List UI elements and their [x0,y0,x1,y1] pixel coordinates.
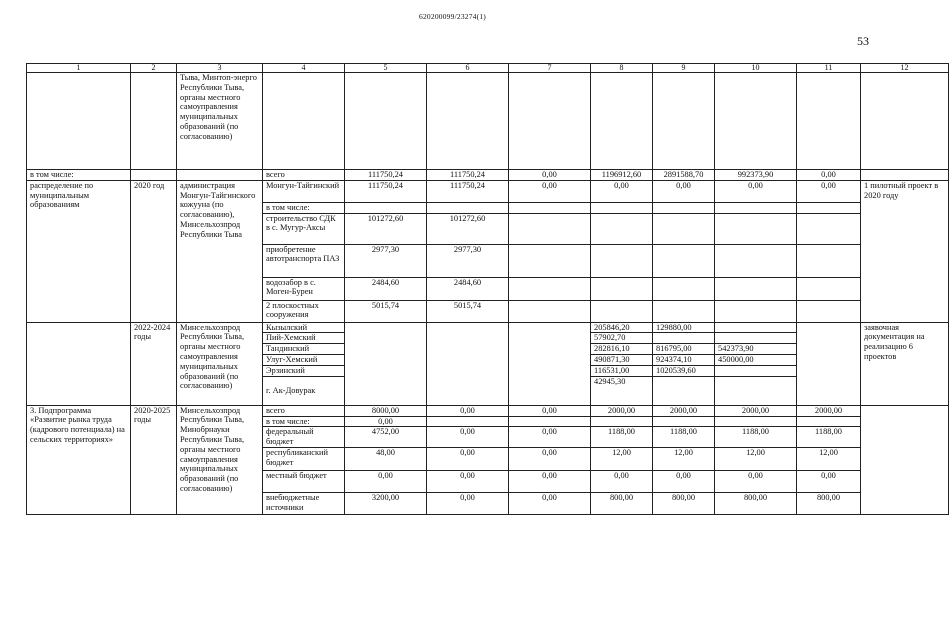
table-cell: 0,00 [715,471,797,493]
table-cell: 101272,60 [427,213,509,244]
header-cell: 8 [591,64,653,73]
table-cell: 0,00 [427,471,509,493]
table-cell [715,333,797,344]
table-cell: Кызылский [263,322,345,333]
table-cell: распределение по муниципальным образованиям [27,180,131,322]
table-cell [653,277,715,300]
table-row [27,322,949,333]
table-cell: водозабор в с. Моген-Бурен [263,277,345,300]
table-cell [591,213,653,244]
table-cell [509,73,591,170]
table-cell [861,170,949,181]
table-cell [263,73,345,170]
table-cell [653,300,715,322]
header-cell: 4 [263,64,345,73]
page-number: 53 [857,34,869,48]
table-cell: 0,00 [715,180,797,202]
table-cell: 800,00 [591,493,653,515]
table-cell: 57902,70 [591,333,653,344]
table-cell [797,213,861,244]
table-cell: 2020 год [131,180,177,322]
header-cell: 2 [131,64,177,73]
table-cell: Минсельхозпрод Республики Тыва, органы местного самоуправления муниципальных образований (по согласованию) [177,322,263,405]
table-cell: 0,00 [509,471,591,493]
table-cell: 5015,74 [427,300,509,322]
table-cell: 3. Подпрограмма «Развитие рынка труда (кадрового потенциала) на сельских территориях» [27,405,131,515]
header-cell: 10 [715,64,797,73]
table-cell: заявочная документация на реализацию 6 проектов [861,322,949,405]
table-cell: в том числе: [263,202,345,213]
table-cell: 4752,00 [345,427,427,448]
table-cell: всего [263,405,345,416]
table-cell: Улуг-Хемский [263,354,345,365]
table-cell: 111750,24 [345,180,427,202]
table-cell: 0,00 [509,170,591,181]
table-cell: 12,00 [715,448,797,471]
table-cell [715,73,797,170]
table-cell [715,202,797,213]
table-cell: в том числе: [263,416,345,427]
table-cell [715,213,797,244]
table-cell: всего [263,170,345,181]
table-cell [509,416,591,427]
table-cell: 111750,24 [345,170,427,181]
table-cell [427,202,509,213]
table-cell [427,73,509,170]
table-cell: 2022-2024 годы [131,322,177,405]
table-cell: 101272,60 [345,213,427,244]
header-cell: 3 [177,64,263,73]
table-cell: в том числе: [27,170,131,181]
table-cell: 1188,00 [591,427,653,448]
table-cell: 0,00 [509,427,591,448]
table-cell: 0,00 [345,471,427,493]
table-cell [427,322,509,405]
table-cell: 205846,20 [591,322,653,333]
table-row [27,73,949,170]
table-cell: 116531,00 [591,365,653,376]
table-cell [131,170,177,181]
table-cell: 0,00 [427,493,509,515]
table-cell: федеральный бюджет [263,427,345,448]
table-cell: г. Ак-Довурак [263,376,345,405]
table-cell [591,244,653,277]
table-cell: 0,00 [427,448,509,471]
table-cell [591,277,653,300]
table-cell: 2000,00 [715,405,797,416]
table-cell: 0,00 [427,427,509,448]
document-id: 620200099/23274(1) [419,12,486,21]
table-cell [509,213,591,244]
table-cell: 2977,30 [427,244,509,277]
table-cell: 2000,00 [653,405,715,416]
header-cell: 6 [427,64,509,73]
table-cell [591,300,653,322]
table-cell [715,277,797,300]
table-cell: 1188,00 [715,427,797,448]
table-cell [715,416,797,427]
table-cell [797,322,861,405]
header-cell: 1 [27,64,131,73]
table-cell: приобретение автотранспорта ПАЗ [263,244,345,277]
table-cell: 1188,00 [797,427,861,448]
table-cell: 490871,30 [591,354,653,365]
table-cell [653,416,715,427]
table-cell: 2000,00 [797,405,861,416]
table-cell: 5015,74 [345,300,427,322]
table-row [27,170,949,181]
table-cell: 42945,30 [591,376,653,405]
table-cell [591,202,653,213]
table-cell [797,73,861,170]
table-cell: Пий-Хемский [263,333,345,344]
table-cell [653,202,715,213]
table-cell: 1 пилотный проект в 2020 году [861,180,949,322]
table-cell: строительство СДК в с. Мугур-Аксы [263,213,345,244]
table-cell: 0,00 [591,180,653,202]
table-cell: 0,00 [509,448,591,471]
table-cell: Монгун-Тайгинский [263,180,345,202]
table-cell: 0,00 [427,405,509,416]
program-table [26,63,949,515]
table-cell [797,416,861,427]
table-cell [427,416,509,427]
table-cell: Эрзинский [263,365,345,376]
table-cell: 12,00 [797,448,861,471]
header-cell: 11 [797,64,861,73]
table-cell [591,416,653,427]
table-cell: 3200,00 [345,493,427,515]
table-cell: 2891588,70 [653,170,715,181]
table-cell: 2977,30 [345,244,427,277]
table-cell: 542373,90 [715,344,797,355]
table-cell: 0,00 [591,471,653,493]
table-cell: 816795,00 [653,344,715,355]
table-cell: 2020-2025 годы [131,405,177,515]
table-cell: 0,00 [797,180,861,202]
table-cell: 111750,24 [427,170,509,181]
table-cell [797,277,861,300]
table-cell [509,277,591,300]
table-cell: 2000,00 [591,405,653,416]
table-cell: 924374,10 [653,354,715,365]
table-cell [27,73,131,170]
header-cell: 12 [861,64,949,73]
table-cell [861,405,949,515]
table-cell: 2 плоскостных сооружения [263,300,345,322]
table-cell: 282816,10 [591,344,653,355]
table-cell [715,365,797,376]
table-cell: 800,00 [797,493,861,515]
table-cell [653,333,715,344]
header-cell: 7 [509,64,591,73]
table-cell: 0,00 [797,471,861,493]
table-cell: 48,00 [345,448,427,471]
table-cell: 992373,90 [715,170,797,181]
table-cell [509,202,591,213]
table-cell: 12,00 [591,448,653,471]
table-cell: 1196912,60 [591,170,653,181]
table-cell: 2484,60 [427,277,509,300]
table-cell: 0,00 [509,405,591,416]
table-cell [131,73,177,170]
table-cell: 800,00 [653,493,715,515]
table-cell [177,170,263,181]
table-cell: 12,00 [653,448,715,471]
table-cell: администрация Монгун-Тайгинского кожууна (по согласованию), Минсельхозпрод Республики Тыва [177,180,263,322]
table-cell [509,300,591,322]
table-row [27,405,949,416]
table-cell: 0,00 [509,180,591,202]
table-cell [861,73,949,170]
table-cell: местный бюджет [263,471,345,493]
table-cell: 0,00 [797,170,861,181]
table-cell: Тыва, Минтоп-энерго Республики Тыва, органы местного самоуправления муниципальных образований (по согласованию) [177,73,263,170]
table-cell [797,202,861,213]
table-cell [715,244,797,277]
table-cell: 450000,00 [715,354,797,365]
table-cell [509,322,591,405]
table-row [27,180,949,202]
table-cell: 0,00 [345,416,427,427]
header-cell: 5 [345,64,427,73]
table-cell [345,202,427,213]
table-cell [653,376,715,405]
table-cell: 8000,00 [345,405,427,416]
table-cell: 129880,00 [653,322,715,333]
table-cell [345,73,427,170]
header-row [27,64,949,73]
table-cell [797,300,861,322]
table-cell [715,376,797,405]
table-cell [797,244,861,277]
table-cell: Минсельхозпрод Республики Тыва, Минобрнауки Республики Тыва, органы местного самоуправления муниципальных образований (по согласованию) [177,405,263,515]
table-cell [715,300,797,322]
table-cell [653,73,715,170]
table-cell [715,322,797,333]
table-cell: 2484,60 [345,277,427,300]
table-cell: 0,00 [653,471,715,493]
table-cell: 0,00 [653,180,715,202]
table-cell [591,73,653,170]
table-cell: 1188,00 [653,427,715,448]
table-cell: 111750,24 [427,180,509,202]
table-cell: 800,00 [715,493,797,515]
table-cell: внебюджетные источники [263,493,345,515]
table-cell: 1020539,60 [653,365,715,376]
header-cell: 9 [653,64,715,73]
table-cell [653,244,715,277]
table-cell [653,213,715,244]
table-cell: республиканский бюджет [263,448,345,471]
table-cell [509,244,591,277]
table-cell [345,322,427,405]
table-cell: 0,00 [509,493,591,515]
table-cell [27,322,131,405]
table-cell: Тандинский [263,344,345,355]
